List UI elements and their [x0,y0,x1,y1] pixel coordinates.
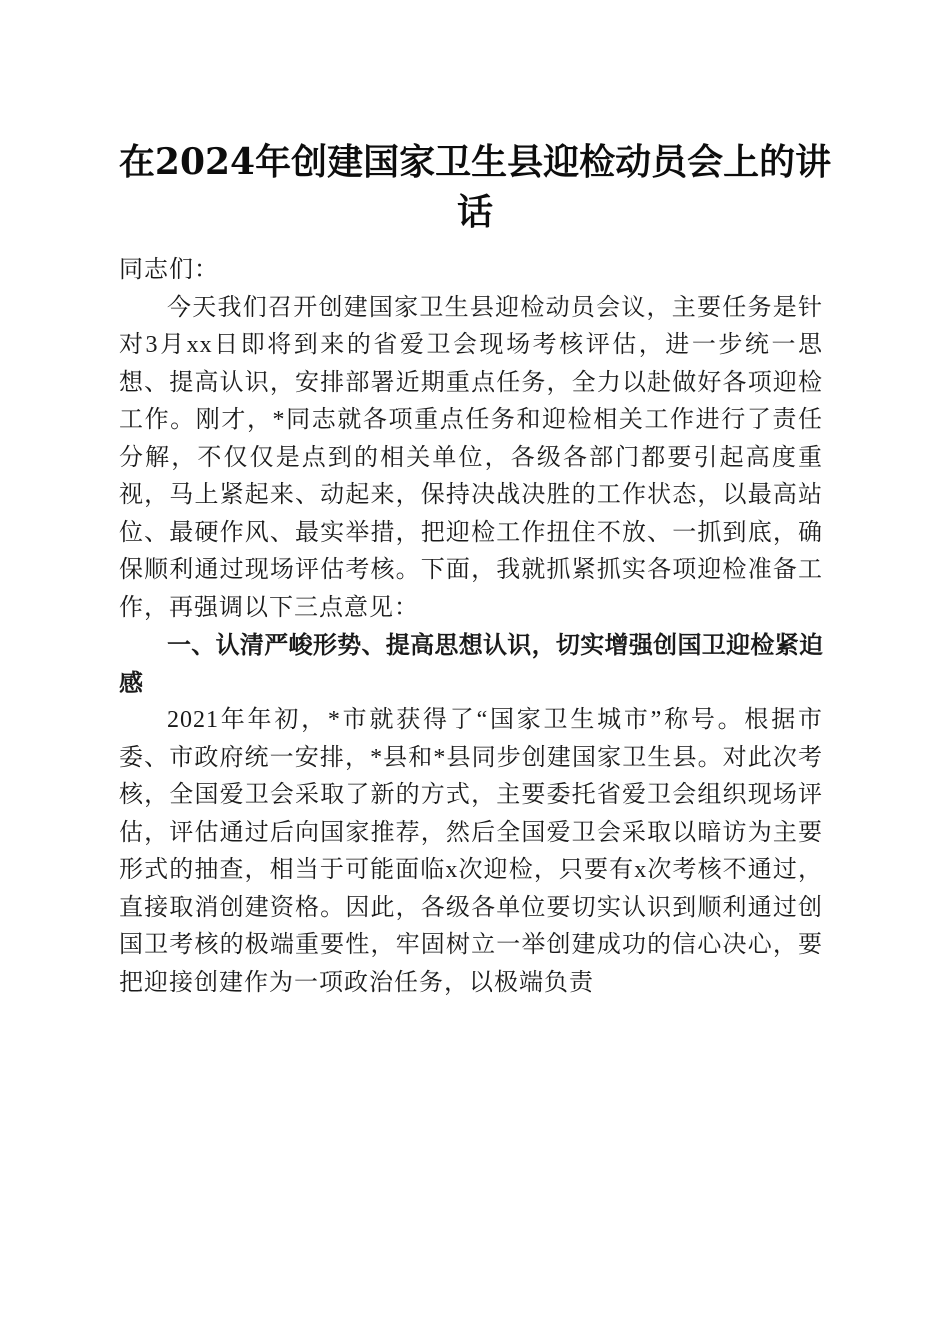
document-title: 在2024年创建国家卫生县迎检动员会上的讲话 [118,141,832,233]
paragraph-intro: 今天我们召开创建国家卫生县迎检动员会议，主要任务是针对3月xx日即将到来的省爱卫会现场考核评估，进一步统一思想、提高认识，安排部署近期重点任务，全力以赴做好各项迎检工作。刚才，*同志就各项重点任务和迎检相关工作进行了责任分解，不仅仅是点到的相关单位，各级各部门都要引起高度重视，马上紧起来、动起来，保持决战决胜的工作状态，以最高站位、最硬作风、最实举措，把迎检工作扭住不放、一抓到底，确保顺利通过现场评估考核。下面，我就抓紧抓实各项迎检准备工作，再强调以下三点意见： [119,294,823,621]
section-heading-1: 一、认清严峻形势、提高思想认识，切实增强创国卫迎检紧迫感 [119,631,823,697]
salutation: 同志们： [119,257,219,283]
document-body [119,252,823,1002]
paragraph-section-1: 2021年年初，*市就获得了“国家卫生城市”称号。根据市委、市政府统一安排，*县和*县同步创建国家卫生县。对此次考核，全国爱卫会采取了新的方式，主要委托省爱卫会组织现场评估，评估通过后向国家推荐，然后全国爱卫会采取以暗访为主要形式的抽查，相当于可能面临x次迎检，只要有x次考核不通过，直接取消创建资格。因此，各级各单位要切实认识到顺利通过创国卫考核的极端重要性，牢固树立一举创建成功的信心决心，要把迎接创建作为一项政治任务，以极端负责 [119,707,823,996]
